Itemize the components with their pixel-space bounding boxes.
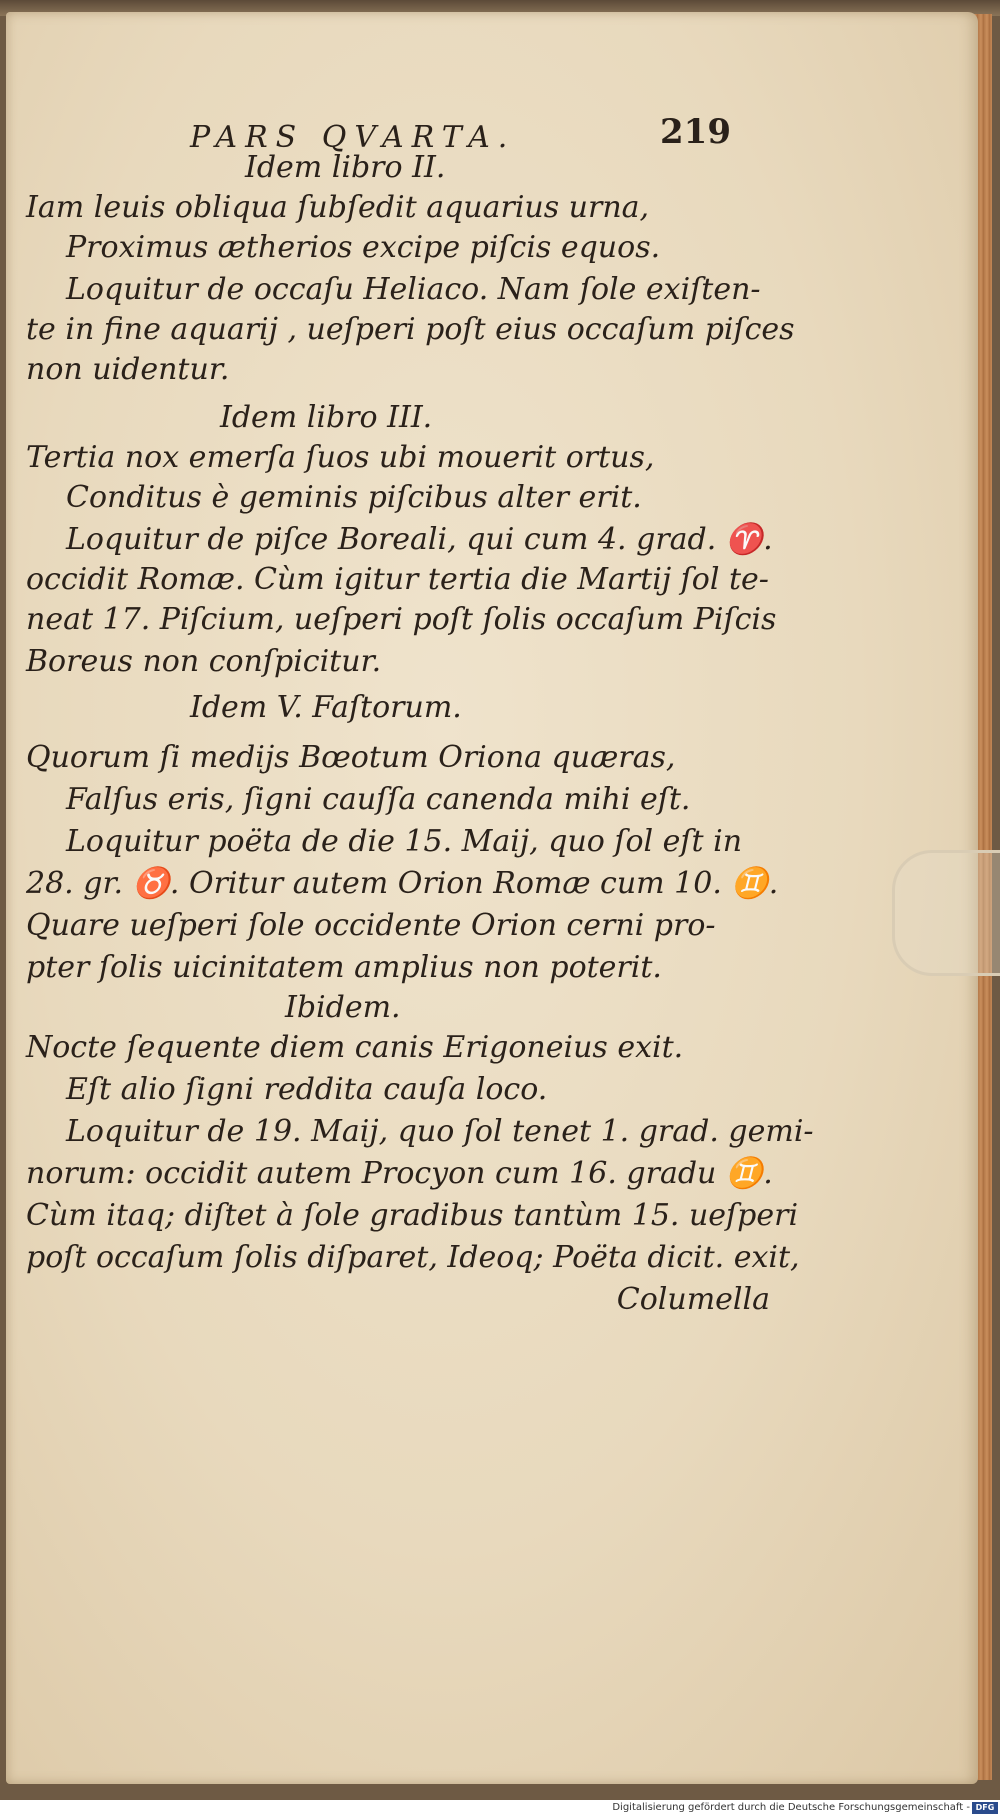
commentary-line: Cùm itaq; diſtet à ſole gradibus tantùm 15. ueſperi [26,1198,799,1233]
verse-line: Tertia nox emerſa ſuos ubi mouerit ortus, [26,440,655,475]
commentary-line: Loquitur de piſce Boreali, qui cum 4. grad. ♈. [66,522,773,557]
page-number: 219 [660,112,731,152]
commentary-line: occidit Romæ. Cùm igitur tertia die Martij ſol te- [26,562,769,597]
verse-line: Quorum ſi medijs Bœotum Oriona quæras, [26,740,676,775]
footer [0,1800,1000,1816]
commentary-line: 28. gr. ♉. Oritur autem Orion Romæ cum 10. ♊. [26,866,779,901]
footer-credit: Digitalisierung gefördert durch die Deutsche Forschungsgemeinschaft - [612,1802,970,1813]
verse-line: Eſt alio ſigni reddita cauſa loco. [66,1072,548,1107]
commentary-line: Loquitur de 19. Maij, quo ſol tenet 1. grad. gemi- [66,1114,814,1149]
heading-line: Idem V. Faſtorum. [190,690,462,725]
commentary-line: Boreus non conſpicitur. [26,644,382,679]
running-title: PARS QVARTA. [190,120,516,155]
commentary-line: Quare ueſperi ſole occidente Orion cerni pro- [26,908,716,943]
commentary-line: poſt occaſum ſolis diſparet, Ideoq; Poëta dicit. exit, [26,1240,800,1275]
commentary-line: neat 17. Piſcium, ueſperi poſt ſolis occaſum Piſcis [26,602,777,637]
heading-line: Ibidem. [285,990,401,1025]
commentary-line: Loquitur de occaſu Heliaco. Nam ſole exiſten- [66,272,761,307]
commentary-line: Loquitur poëta de die 15. Maij, quo ſol eſt in [66,824,743,859]
heading-line: Idem libro III. [220,400,433,435]
verse-line: Conditus è geminis piſcibus alter erit. [66,480,642,515]
commentary-line: norum: occidit autem Procyon cum 16. gradu ♊. [26,1156,773,1191]
verse-line: Proximus ætherios excipe piſcis equos. [66,230,661,265]
dfg-logo: DFG [972,1802,998,1814]
verse-line: Nocte ſequente diem canis Erigoneius exit. [26,1030,684,1065]
commentary-line: non uidentur. [26,352,230,387]
catchword: Columella [616,1282,770,1317]
verse-line: Falſus eris, ſigni cauſſa canenda mihi eſt. [66,782,691,817]
heading-line: Idem libro II. [245,150,446,185]
commentary-line: pter ſolis uicinitatem amplius non poterit. [26,950,662,985]
verse-line: Iam leuis obliqua ſubſedit aquarius urna, [26,190,650,225]
clasp-loop [892,850,1000,976]
commentary-line: te in fine aquarij , ueſperi poſt eius occaſum piſces [26,312,795,347]
